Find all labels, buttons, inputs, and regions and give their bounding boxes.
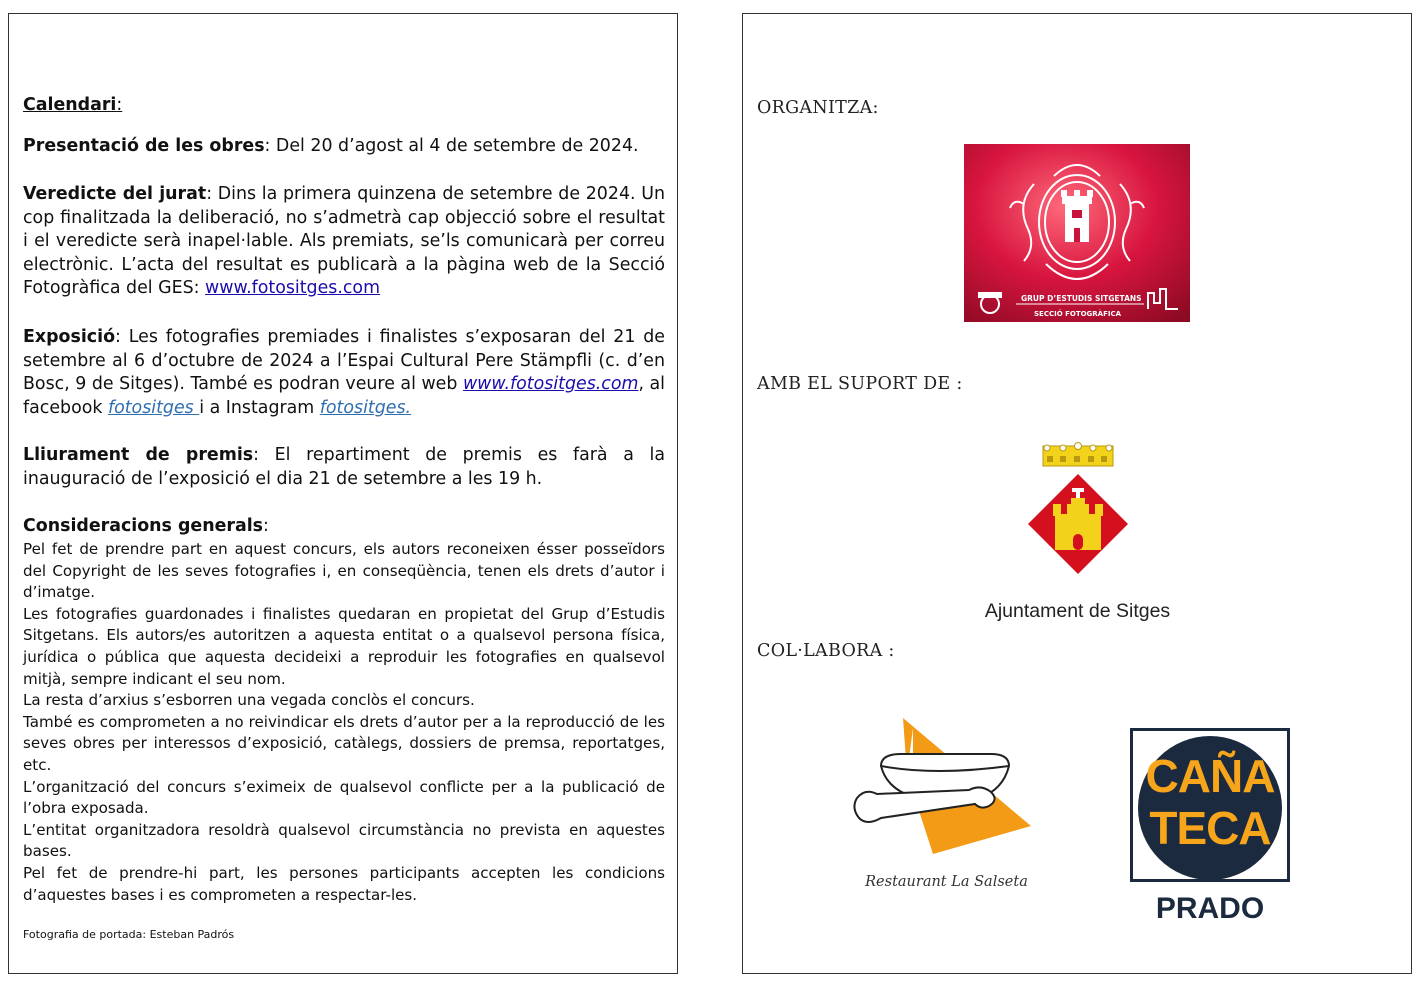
- sitges-coat-of-arms-icon: [975, 442, 1180, 587]
- consideracions-paragraph: L’organització del concurs s’eximeix de qualsevol conflicte per a la publicació de l’obra exposada.: [23, 777, 665, 818]
- presentacio-text: : Del 20 d’agost al 4 de setembre de 2024.: [264, 136, 639, 156]
- ajuntament-label: Ajuntament de Sitges: [984, 600, 1171, 622]
- consideracions-paragraph: L’entitat organitzadora resoldrà qualsevol circumstància no prevista en aquestes bases.: [23, 820, 665, 861]
- instagram-link[interactable]: fotositges.: [319, 397, 412, 418]
- canateca-line1: CAÑA: [1145, 750, 1275, 802]
- suport-heading: AMB EL SUPORT DE :: [757, 374, 963, 394]
- presentacio-title: Presentació de les obres: [23, 136, 265, 156]
- consideracions-paragraph: La resta d’arxius s’esborren una vegada conclòs el concurs.: [23, 691, 475, 710]
- canateca-line2: TECA: [1149, 802, 1271, 854]
- canateca-logo: [1130, 728, 1290, 926]
- ajuntament-logo: [975, 442, 1180, 620]
- ges-logo-line2: SECCIÓ FOTOGRÀFICA: [1034, 310, 1122, 318]
- fotositges-link[interactable]: www.fotositges.com: [205, 278, 381, 298]
- veredicte-text: : Dins la primera quinzena de setembre de 2024. Un cop finalitzada la deliberació, no s’admetrà cap objecció sobre el resultat i el veredicte serà inapel·lable. Als premiats, se’ls comunicarà per correu electrònic. L’acta del resultat es publicarà a la pàgina web de la Secció Fotogràfica del GES:: [23, 184, 666, 298]
- ges-logo-line1: GRUP D’ESTUDIS SITGETANS: [1021, 294, 1142, 303]
- right-page: [742, 13, 1412, 974]
- photo-credit: Fotografia de portada: Esteban Padrós: [23, 928, 235, 941]
- presentacio-paragraph: [23, 135, 665, 159]
- calendari-heading: Calendari:: [23, 95, 123, 115]
- consideracions-paragraph: Pel fet de prendre-hi part, les persones participants accepten les condicions d’aquestes bases i es comprometen a respectar-les.: [23, 863, 665, 904]
- consideracions-paragraph: Les fotografies guardonades i finalistes quedaran en propietat del Grup d’Estudis Sitgetans. Els autors/es autoritzen a aquesta entitat o a qualsevol persona física, jurídica o pública que aquesta decideixi a reproduir les fotografies en qualsevol mitjà, sempre indicant el seu nom.: [23, 604, 665, 688]
- salseta-logo: [853, 714, 1038, 894]
- exposicio-paragraph: Exposició: Les fotografies premiades i finalistes s’exposaran del 21 de setembre al 6 d’octubre de 2024 a l’Espai Cultural Pere Stämpfli (c. d’en Bosc, 9 de Sitges). També es podran veure al web www.fotositges.com, al facebook fotositges i a Instagram fotositges.: [23, 327, 666, 418]
- consideracions-paragraph: Pel fet de prendre part en aquest concurs, els autors reconeixen ésser posseïdors del Copyright de les seves fotografies i, en conseqüència, tenen els drets d’autor i d’imatge.: [23, 540, 665, 602]
- consideracions-body: [23, 539, 665, 906]
- exposicio-title: Exposició: [23, 327, 116, 347]
- veredicte-title: Veredicte del jurat: [23, 184, 207, 204]
- lliurament-paragraph: Lliurament de premis: El repartiment de premis es farà a la inauguració de l’exposició el dia 21 de setembre a les 19 h.: [23, 445, 665, 489]
- exposicio-web-link[interactable]: www.fotositges.com: [462, 374, 639, 394]
- salseta-label: Restaurant La Salseta: [865, 874, 1028, 890]
- left-page: [8, 13, 678, 974]
- salseta-mortar-icon: [853, 714, 1038, 864]
- ges-emblem-icon: [964, 144, 1190, 322]
- facebook-link[interactable]: fotositges: [107, 397, 200, 418]
- consideracions-heading: Consideracions generals:: [23, 516, 269, 536]
- ges-logo: [964, 144, 1190, 322]
- veredicte-paragraph: [23, 183, 665, 301]
- canateca-line3: PRADO: [1155, 892, 1265, 925]
- collabora-heading: COL·LABORA :: [757, 641, 895, 661]
- consideracions-paragraph: També es comprometen a no reivindicar els drets d’autor per a la reproducció de les seves obres per interessos d’exposició, catàlegs, dossiers de premsa, reportatges, etc.: [23, 712, 665, 774]
- lliurament-title: Lliurament de premis: [23, 445, 254, 465]
- organitza-heading: ORGANITZA:: [757, 98, 879, 118]
